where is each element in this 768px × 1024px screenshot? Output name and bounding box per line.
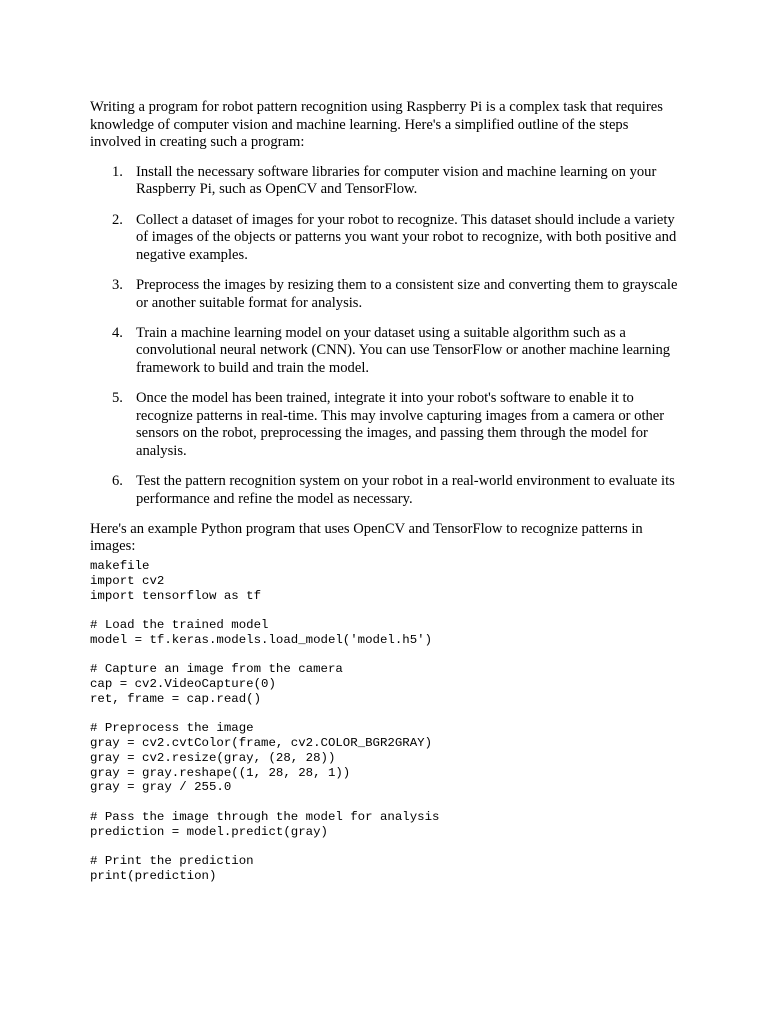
list-item [90,390,682,460]
list-item-number: 3. [112,276,123,293]
list-item [90,277,682,312]
list-item-text: Collect a dataset of images for your robot to recognize. This dataset should include a variety of images of the objects or patterns you want your robot to recognize, with both positive and negative examples. [136,211,677,263]
code-block: makefile import cv2 import tensorflow as tf # Load the trained model model = tf.keras.models.load_model('model.h5') # Capture an image from the camera cap = cv2.VideoCapture(0) ret, frame = cap.read() # Preprocess the image gray = cv2.cvtColor(frame, cv2.COLOR_BGR2GRAY) gray = cv2.resize(gray, (28, 28)) gray = gray.reshape((1, 28, 28, 1)) gray = gray / 255.0 # Pass the image through the model for analysis prediction = model.predict(gray) # Print the prediction print(prediction) [90,559,440,883]
list-item-text: Test the pattern recognition system on your robot in a real-world environment to evaluate its performance and refine the model as necessary. [136,473,675,507]
list-item-text: Train a machine learning model on your dataset using a suitable algorithm such as a convolutional neural network (CNN). You can use TensorFlow or another machine learning framework to build and train the model. [136,324,671,376]
list-item-number: 6. [112,473,123,490]
list-item-text: Install the necessary software libraries for computer vision and machine learning on your Raspberry Pi, such as OpenCV and TensorFlow. [136,163,657,198]
steps-list [90,164,682,508]
list-item-number: 1. [112,163,123,180]
list-item-text: Preprocess the images by resizing them to a consistent size and converting them to grayscale or another suitable format for analysis. [136,276,678,311]
list-item-number: 5. [112,390,123,407]
list-item [90,212,682,265]
example-intro-paragraph: Here's an example Python program that uses OpenCV and TensorFlow to recognize patterns in images: [90,520,643,555]
document-page [90,99,682,884]
list-item-text: Once the model has been trained, integrate it into your robot's software to enable it to recognize patterns in real-time. This may involve capturing images from a camera or other sensors on the robot, preprocessing the images, and passing them through the model for analysis. [136,390,665,459]
list-item [90,164,682,199]
list-item [90,473,682,508]
list-item-number: 2. [112,211,123,228]
list-item [90,325,682,378]
intro-paragraph: Writing a program for robot pattern recognition using Raspberry Pi is a complex task that requires knowledge of computer vision and machine learning. Here's a simplified outline of the steps involved in creating such a program: [90,99,663,151]
list-item-number: 4. [112,324,123,341]
